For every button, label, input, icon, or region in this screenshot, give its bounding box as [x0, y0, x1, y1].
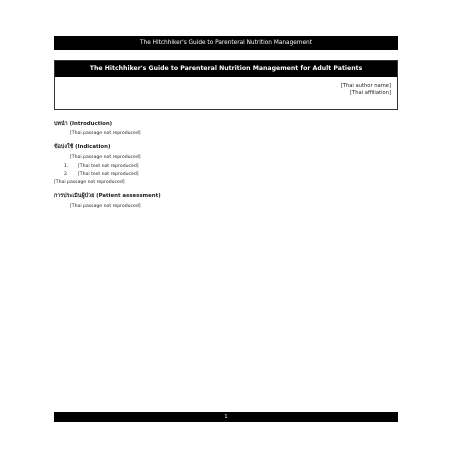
- section-heading-indication: ข้อบ่งใช้ (Indication): [54, 144, 111, 151]
- page-number: 1: [224, 414, 228, 420]
- title-box: [54, 60, 398, 110]
- list-item-number: 1.: [64, 163, 69, 169]
- list-item: [64, 171, 398, 178]
- list-item: [64, 163, 398, 170]
- introduction-paragraph: [Thai passage not reproduced]: [70, 131, 141, 137]
- list-item-number: 2.: [64, 172, 69, 178]
- author-affiliation: [Thai affiliation]: [350, 90, 391, 97]
- section-heading-patient-assessment: การประเมินผู้ป่วย (Patient assessment): [54, 193, 161, 200]
- list-item-text: [Thai text not reproduced]: [78, 163, 139, 169]
- author-name: [Thai author name]: [340, 83, 391, 89]
- running-header-title: The Hitchhiker's Guide to Parenteral Nutrition Management: [139, 40, 313, 46]
- patient-assessment-paragraph: [Thai passage not reproduced]: [70, 203, 141, 209]
- indication-paragraph: [Thai passage not reproduced]: [70, 154, 141, 160]
- author-block: [341, 83, 391, 98]
- list-item-text: [Thai text not reproduced]: [78, 172, 139, 178]
- page-footer: [54, 412, 398, 422]
- indication-paragraph-2: [Thai passage not reproduced]: [54, 180, 125, 186]
- article-title: The Hitchhiker's Guide to Parenteral Nutrition Management for Adult Patients: [55, 61, 397, 77]
- running-header: [54, 36, 398, 50]
- article-body: [54, 114, 398, 212]
- section-heading-introduction: บทนำ (Introduction): [54, 121, 113, 127]
